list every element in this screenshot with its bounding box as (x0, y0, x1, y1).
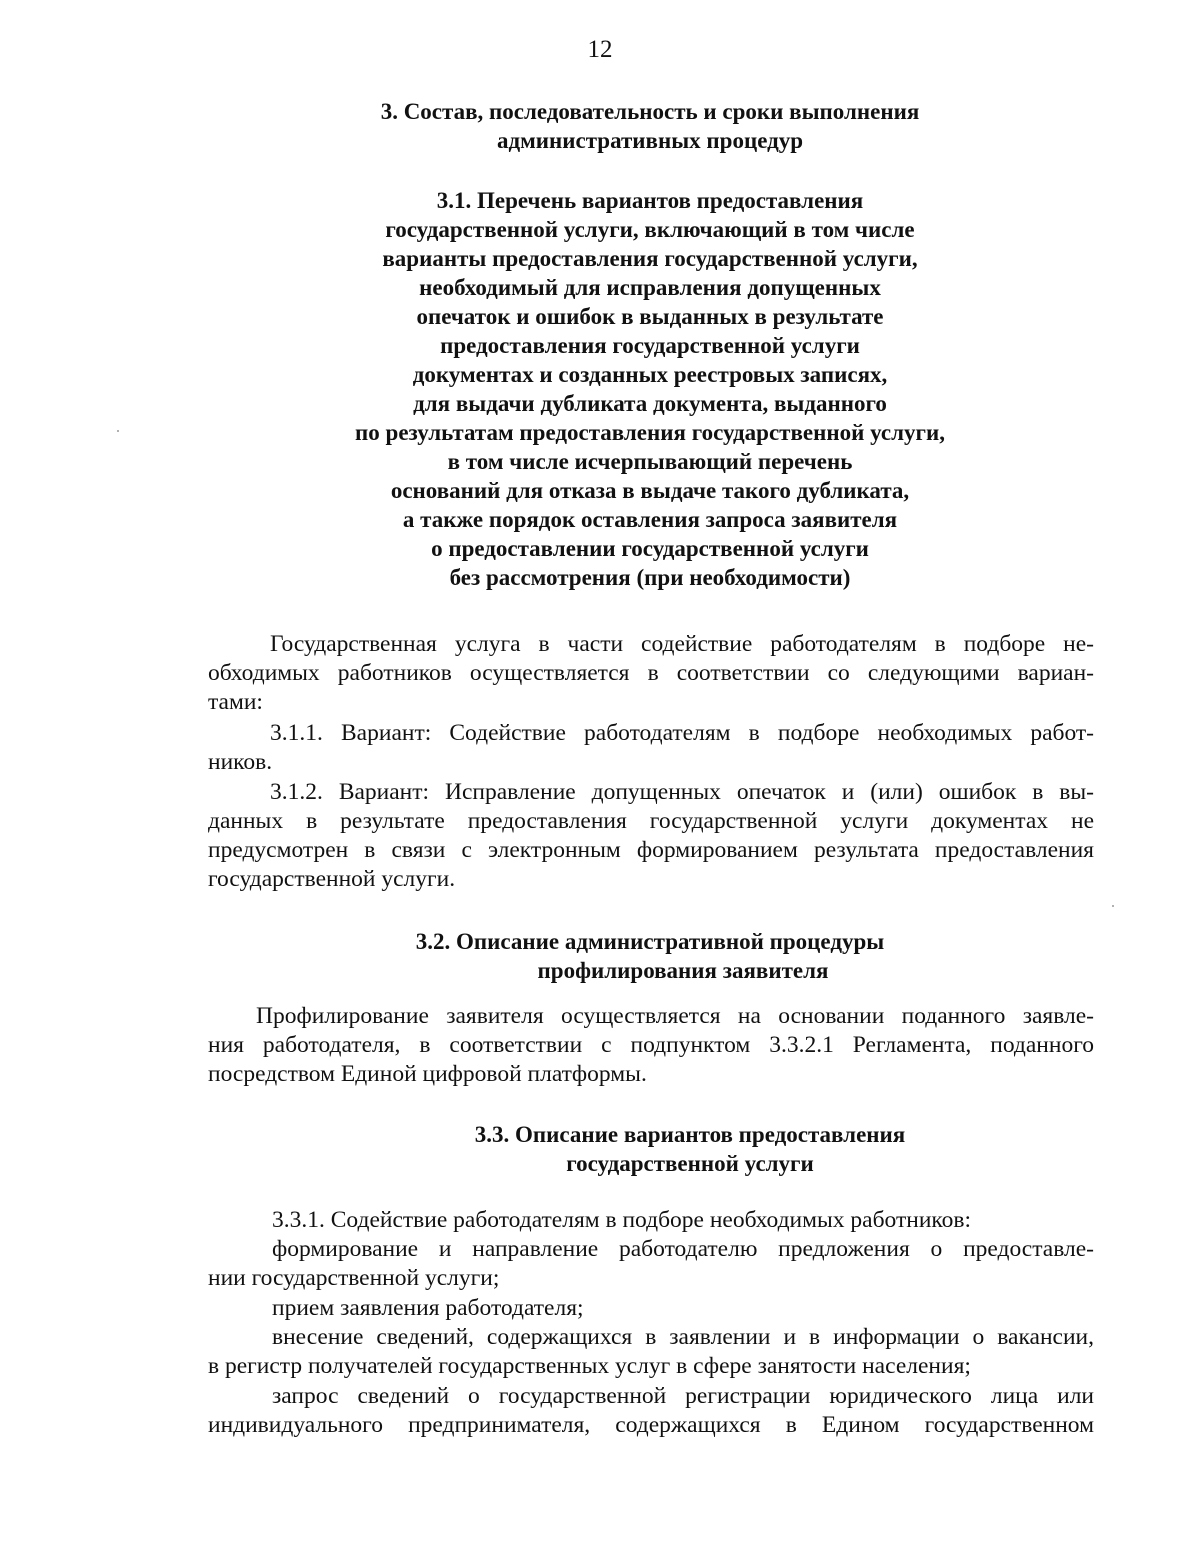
heading-line: государственной услуги (566, 1151, 814, 1176)
heading-line: о предоставлении государственной услуги (431, 536, 869, 561)
text-line: обходимых работников осуществляется в соответствии со следующими вариан- (208, 660, 1094, 686)
heading-line: варианты предоставления государственной услуги, (382, 246, 918, 271)
heading-line: профилирования заявителя (537, 958, 829, 983)
text-line: Профилирование заявителя осуществляется на основании поданного заявле- (256, 1003, 1094, 1029)
text-line: внесение сведений, содержащихся в заявлении и в информации о вакансии, (272, 1324, 1094, 1350)
body-paragraph (208, 719, 1094, 777)
body-paragraph (208, 1235, 1094, 1293)
heading-line: предоставления государственной услуги (440, 333, 860, 358)
heading-line: документах и созданных реестровых записях, (412, 362, 888, 387)
text-line: прием заявления работодателя; (272, 1295, 584, 1321)
text-line: данных в результате предоставления государственной услуги документах не (208, 808, 1094, 834)
text-line: индивидуального предпринимателя, содержащихся в Едином государственном (208, 1412, 1094, 1438)
heading-line: опечаток и ошибок в выданных в результате (416, 304, 884, 329)
heading-line: 3.1. Перечень вариантов предоставления (436, 188, 864, 213)
heading-line: 3. Состав, последовательность и сроки выполнения (380, 99, 920, 124)
body-paragraph (208, 1382, 1094, 1440)
section-3-1-heading (200, 186, 1100, 592)
text-line: посредством Единой цифровой платформы. (208, 1061, 647, 1087)
heading-line: для выдачи дубликата документа, выданного (413, 391, 887, 416)
heading-line: оснований для отказа в выдаче такого дубликата, (390, 478, 910, 503)
text-line: в регистр получателей государственных услуг в сфере занятости населения; (208, 1353, 971, 1379)
scan-speck (1112, 905, 1114, 907)
section-3-3-heading (240, 1120, 1140, 1178)
section-3-2-heading (200, 927, 1100, 985)
text-line: предусмотрен в связи с электронным формированием результата предоставления (208, 837, 1094, 863)
text-line: государственной услуги. (208, 866, 456, 892)
heading-line: 3.2. Описание административной процедуры (415, 929, 885, 954)
heading-line: государственной услуги, включающий в том числе (385, 217, 915, 242)
body-paragraph (208, 1206, 1094, 1235)
body-paragraph (208, 630, 1094, 717)
text-line: запрос сведений о государственной регистрации юридического лица или (272, 1383, 1094, 1409)
scan-speck (117, 430, 119, 432)
text-line: нии государственной услуги; (208, 1265, 500, 1291)
body-paragraph (208, 778, 1094, 894)
text-line: Государственная услуга в части содействие работодателям в подборе не- (270, 631, 1094, 657)
heading-line: 3.3. Описание вариантов предоставления (474, 1122, 906, 1147)
text-line: 3.3.1. Содействие работодателям в подборе необходимых работников: (272, 1207, 972, 1233)
body-paragraph (208, 1294, 1094, 1323)
heading-line: административных процедур (496, 128, 804, 153)
text-line: 3.1.1. Вариант: Содействие работодателям в подборе необходимых работ- (270, 720, 1094, 746)
text-line: ников. (208, 749, 273, 775)
heading-line: без рассмотрения (при необходимости) (449, 565, 851, 590)
body-paragraph (208, 1323, 1094, 1381)
text-line: ния работодателя, в соответствии с подпунктом 3.3.2.1 Регламента, поданного (208, 1032, 1094, 1058)
heading-line: а также порядок оставления запроса заявителя (402, 507, 898, 532)
page-number: 12 (587, 36, 613, 63)
section-3-heading (200, 97, 1100, 155)
body-paragraph (208, 1002, 1094, 1089)
text-line: тами: (208, 689, 263, 715)
text-line: формирование и направление работодателю предложения о предоставле- (272, 1236, 1094, 1262)
heading-line: в том числе исчерпывающий перечень (447, 449, 853, 474)
heading-line: необходимый для исправления допущенных (419, 275, 881, 300)
text-line: 3.1.2. Вариант: Исправление допущенных опечаток и (или) ошибок в вы- (270, 779, 1094, 805)
heading-line: по результатам предоставления государственной услуги, (355, 420, 945, 445)
